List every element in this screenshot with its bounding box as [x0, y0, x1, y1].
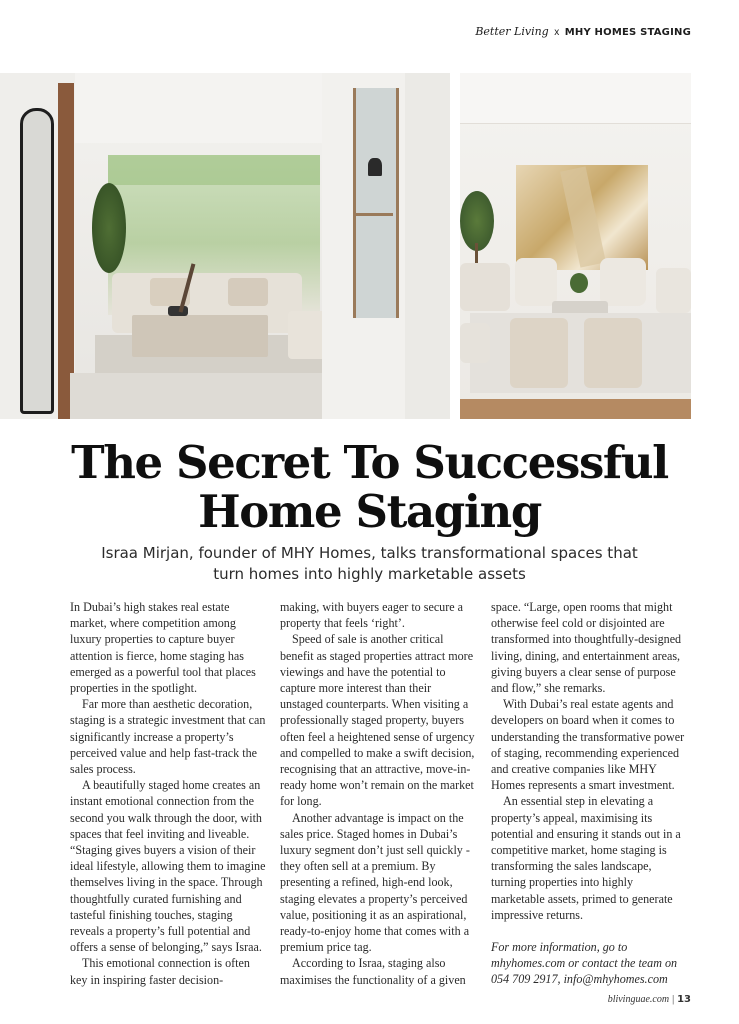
article-title-line-1: The Secret To Successful — [71, 436, 668, 489]
article-subtitle-line-2: turn homes into highly marketable assets — [213, 565, 526, 583]
ottoman-right — [584, 318, 642, 388]
body-column-2 — [280, 599, 476, 988]
arched-mirror — [20, 108, 54, 414]
body-column-3 — [491, 599, 687, 988]
paragraph: space. “Large, open rooms that might otherwise feel cold or disjointed are transformed into thoughtfully-designed living, dining, and entertainment areas, giving buyers a clear sense of purpose and flow,” she remarks. — [491, 600, 682, 696]
article-title-line-2: Home Staging — [198, 485, 541, 538]
footer-site: blivinguae.com — [607, 994, 670, 1005]
paragraph: Far more than aesthetic decoration, staging is a strategic investment that can significantly increase a property’s perceived value and help fast-track the sales process. — [70, 697, 266, 777]
paragraph: Speed of sale is another critical benefit as staged properties attract more viewings and have the potential to capture more interest than their unstaged counterparts. When visiting a professionally staged property, buyers often feel a heightened sense of urgency and compelled to make a swift decision, recognising that an attractive, move-in-ready home won’t remain on the market for long. — [280, 632, 475, 809]
article-subtitle-line-1: Israa Mirjan, founder of MHY Homes, talks transformational spaces that — [101, 544, 638, 562]
header-brand-left: Better Living — [475, 25, 549, 38]
paragraph: A beautifully staged home creates an instant emotional connection from the second you walk through the door, with spaces that feel inviting and liveable. “Staging gives buyers a vision of their ideal lifestyle, allowing them to imagine themselves living in the space. Through thoughtfully curated furnishing and tasteful finishing touches, staging reveals a property’s full potential and offers a sense of belonging,” says Israa. — [70, 778, 266, 955]
magazine-header — [475, 25, 691, 38]
coffee-table — [132, 315, 268, 357]
paragraph: An essential step in elevating a property’s appeal, maximising its potential and ensuring it stands out in a competitive market, home staging is transforming the sales landscape, turning properties into highly marketable assets, primed to generate impressive returns. — [491, 794, 681, 922]
paragraph: In Dubai’s high stakes real estate market, where competition among luxury properties to capture buyer attention is fierce, home staging has emerged as a powerful tool that places properties in the spotlight. — [70, 600, 256, 696]
armchair-left — [515, 258, 557, 306]
header-brand-right: MHY HOMES STAGING — [564, 27, 691, 38]
ottoman-left — [510, 318, 568, 388]
paragraph: With Dubai’s real estate agents and developers on board when it comes to understanding the transformative power of staging, recommending experienced and creative companies like MHY Homes represents a smart investment. — [491, 697, 685, 793]
contact-info: For more information, go to mhyhomes.com or contact the team on 054 709 2917, info@mhyhomes.com — [491, 940, 678, 987]
page-number: 13 — [677, 994, 691, 1005]
footer-divider: | — [672, 994, 675, 1005]
body-column-1 — [70, 599, 266, 988]
photo-living-room — [0, 73, 450, 419]
paragraph: Another advantage is impact on the sales price. Staged homes in Dubai’s luxury segment don’t just sell quickly - they often sell at a premium. By presenting a refined, high-end look, staging elevates a property’s perceived value, positioning it as an aspirational, ready-to-enjoy home that comes with a premium price tag. — [280, 810, 470, 955]
article-title — [0, 438, 739, 536]
paragraph: This emotional connection is often key in inspiring faster decision- — [70, 956, 250, 987]
paragraph: making, with buyers eager to secure a property that feels ‘right’. — [280, 600, 464, 631]
header-separator: x — [554, 27, 560, 38]
page-footer — [608, 994, 691, 1005]
article-subtitle — [0, 543, 739, 585]
paragraph: According to Israa, staging also maximises the functionality of a given — [280, 956, 466, 987]
photo-lounge — [460, 73, 691, 419]
armchair-right — [600, 258, 646, 306]
